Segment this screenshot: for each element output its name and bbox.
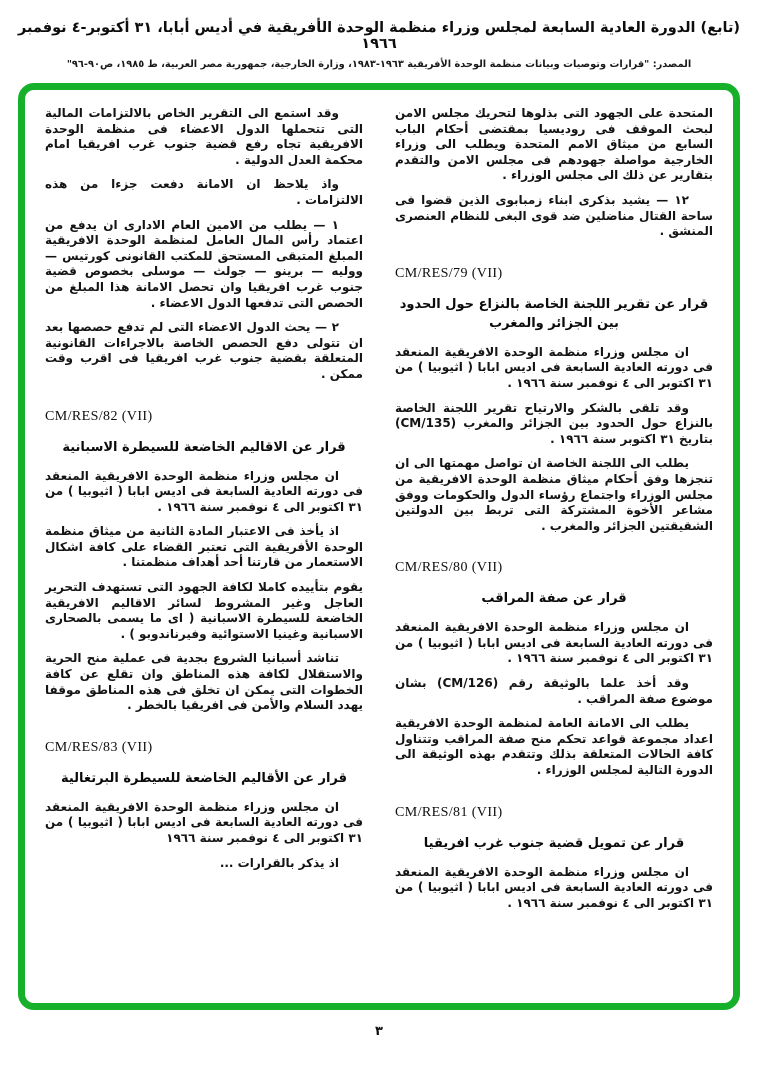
paragraph: ٢ — يحث الدول الاعضاء التى لم تدفع حصصها بعد ان تتولى دفع الحصص الخاصة بالاجراءات القانونية المتعلقة بقضية جنوب غرب افريقيا فى اقرب وقت ممكن . [45, 320, 363, 381]
paragraph: ان مجلس وزراء منظمة الوحدة الافريقية المنعقد فى دورته العادية السابعة فى اديس ابابا ( اثيوبيا ) من ٣١ اكتوبر الى ٤ نوفمبر سنة ١٩٦٦ [45, 799, 363, 845]
paragraph: يطلب الى الامانة العامة لمنظمة الوحدة الافريقية اعداد مجموعة قواعد تحكم منح صفة المراقب وتتناول كافة الحالات المتعلقة بذلك وتتقدم بهذه الوثيقة الى الدورة التالية لمجلس الوزراء . [395, 716, 713, 778]
paragraph: ان مجلس وزراء منظمة الوحدة الافريقية المنعقد فى دورته العادية السابعة فى اديس ابابا ( اثيوبيا ) من ٣١ اكتوبر الى ٤ نوفمبر سنة ١٩٦٦ . [395, 344, 713, 390]
paragraph: واذ يلاحظ ان الامانة دفعت جزءا من هذه الالتزامات . [45, 177, 363, 207]
paragraph: تناشد أسبانيا الشروع بجدية فى عملية منح الحرية والاستقلال لكافة هذه المناطق وان تقلع عن كافة الخطوات التى يمكن ان تخلق فى هذه المناطق موقفا يهدد السلام والأمن فى افريقيا بالخطر . [45, 651, 363, 713]
source-citation: المصدر: "قرارات وتوصيات وبيانات منظمة الوحدة الأفريقية ١٩٦٣-١٩٨٣، وزارة الخارجية، جمهورية مصر العربية، ط ١٩٨٥، ص٩٠-٩٦" [66, 59, 692, 70]
resolution-code: CM/RES/80 (VII) [395, 560, 503, 576]
resolution-code: CM/RES/79 (VII) [395, 265, 503, 281]
resolution-title: قرار عن الأقاليم الخاضعة للسيطرة البرتغالية [60, 770, 348, 786]
paragraph: ان مجلس وزراء منظمة الوحدة الافريقية المنعقد فى دورته العادية السابعة فى اديس ابابا ( اثيوبيا ) من ٣١ اكتوبر الى ٤ نوفمبر سنة ١٩٦٦ . [45, 468, 363, 514]
content-frame [18, 83, 740, 1010]
paragraph: وقد استمع الى التقرير الخاص بالالتزامات المالية التى تتحملها الدول الاعضاء فى منظمة الوحدة الافريقية تجاه رفع قضية جنوب غرب افريقيا امام محكمة العدل الدولية . [45, 106, 363, 167]
resolution-code: CM/RES/81 (VII) [395, 804, 503, 820]
paragraph: يطلب الى اللجنة الخاصة ان تواصل مهمتها الى ان تنجزها وفق أحكام ميثاق منظمة الوحدة الافريقية من مجلس الوزراء واجتماع رؤساء الدول والحكومات ووفق مشاعر الأخوة المشتركة التى تربط بين الدولتين الشقيقتين الجزائر والمغرب . [395, 456, 713, 533]
page-title: (تابع) الدورة العادية السابعة لمجلس وزراء منظمة الوحدة الأفريقية في أديس أبابا، ٣١ أكتوبر-٤ نوفمبر ١٩٦٦ [17, 20, 741, 52]
resolution-title: قرار عن تمويل قضية جنوب غرب افريقيا [423, 835, 685, 851]
page-number: ٣ [375, 1024, 383, 1039]
resolution-code: CM/RES/83 (VII) [45, 739, 153, 755]
column-left [45, 106, 363, 993]
column-right [395, 106, 713, 993]
paragraph: ١ — يطلب من الامين العام الادارى ان يدفع من اعتماد رأس المال العامل لمنظمة الوحدة الافريقية المبلغ المتبقى المستحق للمكتب القانونى كورتيس — ووليه — برينو — جولث — موسلى بخصوص قضية جنوب غرب افريقيا وان تحصل الامانة هذا المبلغ من الحصص التى تدفعها الدول الاعضاء . [45, 217, 363, 310]
paragraph: المتحدة على الجهود التى بذلوها لتحريك مجلس الامن لبحث الموقف فى روديسيا بمقتضى أحكام الباب السابع من ميثاق الامم المتحدة ويطلب الى وزراء الخارجية مواصلة جهودهم فى مجلس الامن والتقدم بتقارير عن ذلك الى مجلس الوزراء . [395, 106, 713, 183]
resolution-title: قرار عن صفة المراقب [481, 591, 627, 607]
paragraph: يقوم بتأييده كاملا لكافة الجهود التى تستهدف التحرير العاجل وغير المشروط لسائر الاقاليم الافريقية الخاضعة للسيطرة الاسبانية ( اى ما يسمى بالصحارى الاسبانية وغينيا الاستوائية وفيرناندوبو ) . [45, 580, 363, 641]
resolution-title: قرار عن الاقاليم الخاضعة للسيطرة الاسبانية [62, 439, 346, 455]
paragraph: وقد تلقى بالشكر والارتياح تقرير اللجنة الخاصة بالنزاع حول الحدود بين الجزائر والمغرب (CM/135) بتاريخ ٣١ اكتوبر سنة ١٩٦٦ . [395, 400, 713, 446]
paragraph: وقد أخذ علما بالوثيقة رقم (CM/126) بشان موضوع صفة المراقب . [395, 676, 713, 706]
resolution-code: CM/RES/82 (VII) [45, 408, 153, 424]
two-column-layout [45, 106, 713, 993]
paragraph: ان مجلس وزراء منظمة الوحدة الافريقية المنعقد فى دورته العادية السابعة فى اديس ابابا ( اثيوبيا ) من ٣١ اكتوبر الى ٤ نوفمبر سنة ١٩٦٦ . [395, 864, 713, 910]
paragraph: اذ يأخذ فى الاعتبار المادة الثانية من ميثاق منظمة الوحدة الأفريقية التى تعتبر القضاء على كافة اشكال الاستعمار من قارتنا أحد أهداف منظمتنا . [45, 524, 363, 570]
paragraph: ١٢ — يشيد بذكرى ابناء زمبابوى الذين قضوا فى ساحة القتال مناضلين ضد قوى البغى للنظام العنصرى المنشق . [395, 192, 713, 239]
paragraph: اذ يذكر بالقرارات ... [219, 855, 339, 870]
paragraph: ان مجلس وزراء منظمة الوحدة الافريقية المنعقد فى دورته العادية السابعة فى اديس ابابا ( اثيوبيا ) من ٣١ اكتوبر الى ٤ نوفمبر سنة ١٩٦٦ . [395, 620, 713, 666]
resolution-title: قرار عن تقرير اللجنة الخاصة بالنزاع حول الحدود بين الجزائر والمغرب [399, 296, 709, 331]
